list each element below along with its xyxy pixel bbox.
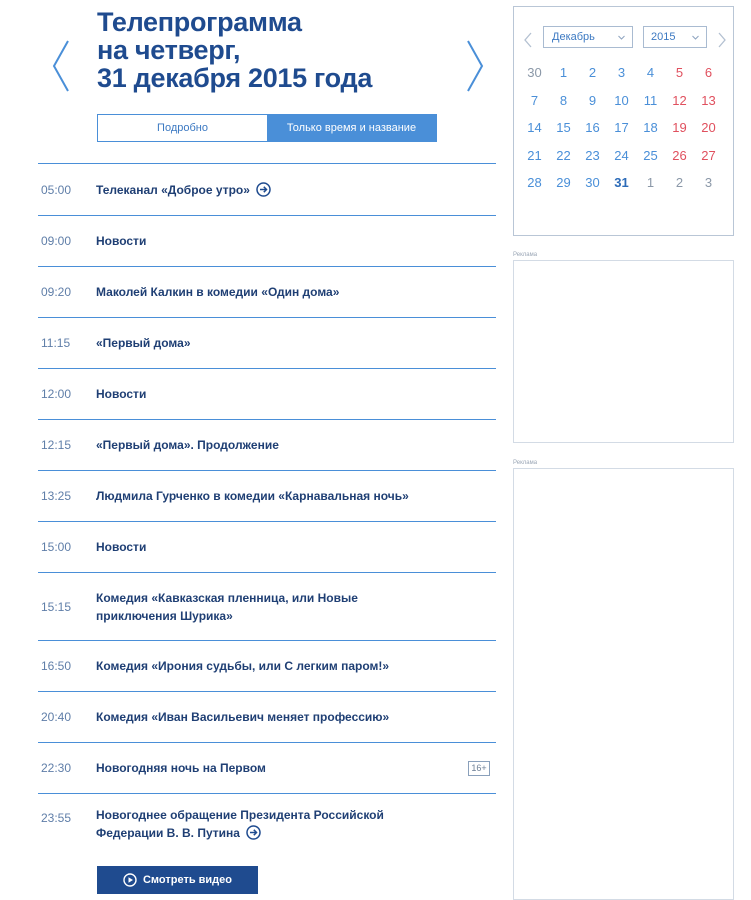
program-title[interactable]: Комедия «Кавказская пленница, или Новые приключения Шурика»: [96, 590, 358, 623]
page-title-line-3: 31 декабря 2015 года: [97, 63, 373, 93]
program-time: 12:00: [41, 387, 72, 401]
program-title[interactable]: Новости: [96, 387, 147, 401]
program-title[interactable]: Новогодняя ночь на Первом: [96, 761, 266, 775]
program-time: 15:15: [41, 599, 72, 614]
schedule-row[interactable]: [38, 266, 496, 317]
toggle-brief-view[interactable]: Только время и название: [267, 115, 436, 141]
page-title-line-2: на четверг,: [97, 35, 241, 65]
calendar-day[interactable]: 31: [614, 175, 629, 191]
program-title[interactable]: Телеканал «Доброе утро»: [96, 182, 250, 197]
calendar-day[interactable]: 10: [614, 92, 629, 108]
watch-video-label: Смотреть видео: [142, 874, 232, 886]
calendar-day[interactable]: 23: [585, 147, 600, 163]
previous-day-chevron-left-icon[interactable]: [48, 38, 74, 94]
program-title[interactable]: Новогоднее обращение Президента Российской Федерации В. В. Путина: [96, 808, 384, 840]
calendar-day[interactable]: 5: [675, 65, 684, 81]
program-title-block: [96, 283, 456, 301]
calendar-day[interactable]: 2: [588, 65, 597, 81]
program-title[interactable]: «Первый дома»: [96, 336, 191, 350]
program-title-block: [96, 334, 456, 352]
schedule-list: [38, 163, 496, 863]
program-title-block: [96, 181, 456, 199]
view-toggle: [97, 114, 437, 142]
schedule-row[interactable]: [38, 521, 496, 572]
play-circle-icon: [123, 873, 137, 887]
toggle-detailed-view[interactable]: Подробно: [98, 115, 267, 141]
schedule-row[interactable]: [38, 742, 496, 793]
calendar-day[interactable]: 27: [701, 147, 716, 163]
watch-video-button[interactable]: [97, 866, 258, 894]
calendar-day[interactable]: 6: [704, 65, 713, 81]
program-time: 22:30: [41, 761, 72, 775]
calendar-day[interactable]: 3: [617, 65, 626, 81]
calendar-grid: [520, 59, 729, 197]
calendar-day[interactable]: 16: [585, 120, 600, 136]
program-title-block: [96, 806, 441, 842]
ad-banner[interactable]: [513, 468, 734, 900]
calendar-day[interactable]: 24: [614, 147, 629, 163]
program-title-block: [96, 657, 456, 675]
arrow-circle-right-icon[interactable]: [246, 825, 261, 840]
year-select-value: 2015: [651, 31, 676, 43]
calendar-day[interactable]: 30: [585, 175, 600, 191]
program-time: 12:15: [41, 438, 72, 452]
schedule-row[interactable]: [38, 793, 496, 863]
program-title-block: [96, 708, 456, 726]
calendar-day[interactable]: 29: [556, 175, 571, 191]
program-title[interactable]: Маколей Калкин в комедии «Один дома»: [96, 285, 340, 299]
schedule-row[interactable]: [38, 470, 496, 521]
program-title-block: [96, 589, 441, 625]
program-time: 11:15: [41, 336, 71, 350]
program-title-block: [96, 385, 456, 403]
calendar-day[interactable]: 9: [588, 92, 597, 108]
page-title-line-1: Телепрограмма: [97, 7, 302, 37]
calendar-day[interactable]: 11: [643, 92, 658, 108]
page-title: [97, 8, 437, 92]
program-title-block: [96, 487, 456, 505]
ad-label: Реклама: [513, 252, 538, 258]
chevron-down-icon: [692, 34, 699, 41]
program-title-block: [96, 436, 456, 454]
program-time: 20:40: [41, 710, 72, 724]
calendar: [513, 6, 734, 236]
calendar-day[interactable]: 28: [527, 175, 542, 191]
age-rating-badge: 16+: [468, 761, 490, 776]
calendar-day[interactable]: 20: [701, 120, 716, 136]
next-day-chevron-right-icon[interactable]: [462, 38, 488, 94]
ad-label: Реклама: [513, 460, 538, 466]
program-title[interactable]: Новости: [96, 540, 147, 554]
schedule-row[interactable]: [38, 317, 496, 368]
schedule-row[interactable]: [38, 163, 496, 215]
year-select[interactable]: [643, 26, 707, 48]
program-title-block: [96, 538, 456, 556]
program-title[interactable]: Людмила Гурченко в комедии «Карнавальная ночь»: [96, 489, 409, 503]
calendar-day[interactable]: 2: [675, 175, 684, 191]
calendar-day[interactable]: 22: [556, 147, 571, 163]
calendar-day[interactable]: 13: [701, 92, 716, 108]
calendar-day[interactable]: 4: [646, 65, 655, 81]
program-title[interactable]: «Первый дома». Продолжение: [96, 438, 279, 452]
chevron-down-icon: [618, 34, 625, 41]
schedule-row[interactable]: [38, 640, 496, 691]
program-time: 16:50: [41, 659, 72, 673]
program-time: 13:25: [41, 489, 72, 503]
schedule-row[interactable]: [38, 419, 496, 470]
program-time: 05:00: [41, 182, 72, 197]
calendar-day[interactable]: 14: [527, 120, 542, 136]
month-select[interactable]: [543, 26, 633, 48]
schedule-row[interactable]: [38, 572, 496, 640]
calendar-day[interactable]: 18: [643, 120, 658, 136]
calendar-day[interactable]: 1: [559, 65, 568, 81]
program-title[interactable]: Новости: [96, 234, 147, 248]
calendar-day[interactable]: 19: [672, 120, 687, 136]
schedule-row[interactable]: [38, 215, 496, 266]
schedule-row[interactable]: [38, 368, 496, 419]
calendar-prev-month-chevron-left-icon[interactable]: [523, 31, 533, 49]
calendar-day[interactable]: 3: [704, 175, 713, 191]
program-title-block: [96, 232, 456, 250]
month-select-value: Декабрь: [552, 31, 595, 43]
calendar-day[interactable]: 25: [643, 147, 658, 163]
schedule-row[interactable]: [38, 691, 496, 742]
program-title[interactable]: Комедия «Иван Васильевич меняет профессию»: [96, 710, 390, 724]
program-time: 15:00: [41, 540, 72, 554]
calendar-day[interactable]: 26: [672, 147, 687, 163]
calendar-next-month-chevron-right-icon[interactable]: [717, 31, 727, 49]
program-title[interactable]: Комедия «Ирония судьбы, или С легким паром!»: [96, 659, 390, 673]
calendar-day[interactable]: 12: [672, 92, 687, 108]
program-time: 09:00: [41, 234, 72, 248]
calendar-day[interactable]: 30: [527, 65, 542, 81]
calendar-day[interactable]: 17: [614, 120, 629, 136]
arrow-circle-right-icon[interactable]: [256, 182, 271, 197]
calendar-day[interactable]: 8: [559, 92, 568, 108]
program-time: 09:20: [41, 285, 72, 299]
calendar-day[interactable]: 21: [527, 147, 542, 163]
calendar-day[interactable]: 15: [556, 120, 571, 136]
program-time: 23:55: [41, 811, 72, 825]
program-title-block: [96, 759, 456, 777]
calendar-day[interactable]: 1: [646, 175, 655, 191]
calendar-day[interactable]: 7: [530, 92, 539, 108]
ad-banner[interactable]: [513, 260, 734, 443]
